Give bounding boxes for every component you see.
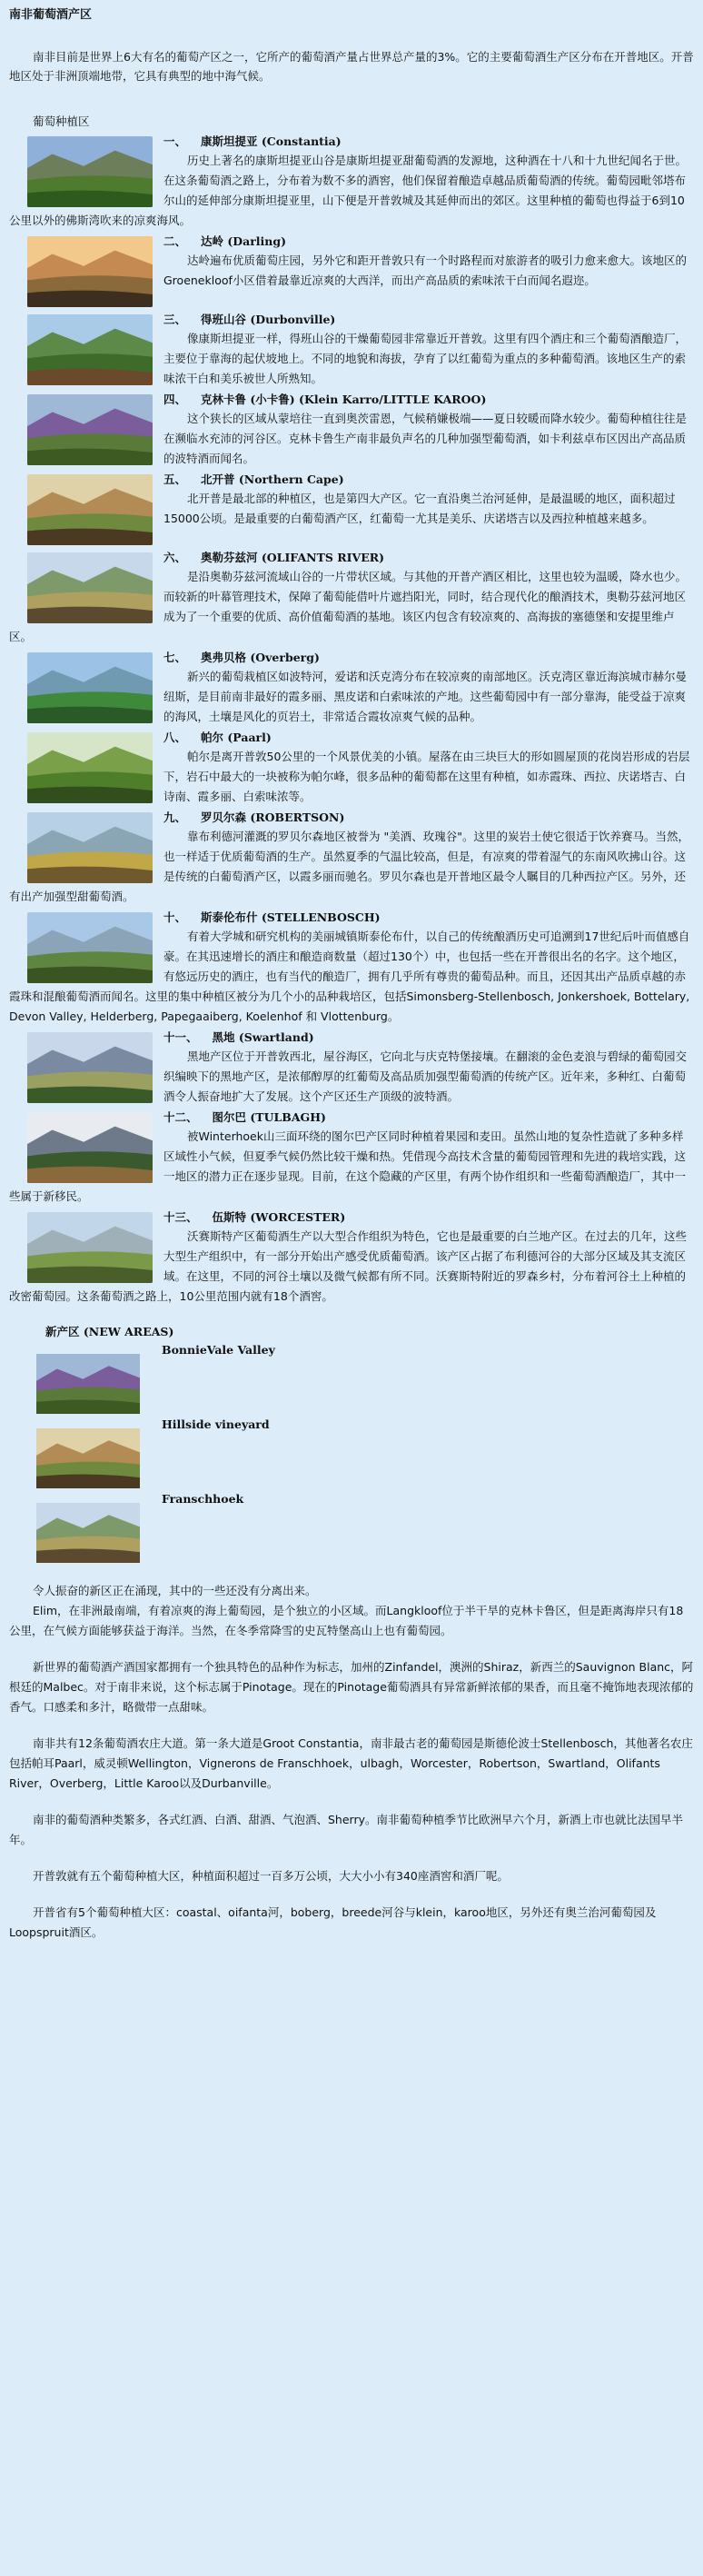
region-item <box>9 549 694 647</box>
region-description: 北开普是最北部的种植区，也是第四大产区。它一直沿奥兰治河延伸，是最温暖的地区，面积超过15000公顷。是最重要的白葡萄酒产区，红葡萄一尤其是美乐、庆诺塔吉以及西拉种植越来越多。 <box>163 492 676 525</box>
region-item <box>9 1208 694 1307</box>
region-number: 三、 <box>163 313 187 326</box>
region-name: 黑地 (Swartland) <box>212 1030 314 1044</box>
region-number: 一、 <box>163 134 187 148</box>
new-area-photo <box>36 1503 140 1563</box>
region-name: 克林卡鲁 (小卡鲁) (Klein Karro/LITTLE KAROO) <box>201 393 487 406</box>
region-item <box>9 311 694 389</box>
region-description: 达岭遍布优质葡萄庄园，另外它和距开普敦只有一个时路程而对旅游者的吸引力愈来愈大。该地区的Groenekloof小区借着最靠近凉爽的大西洋，而出产高品质的索味浓干白而闻名遐迩。 <box>163 254 688 287</box>
region-description: 黑地产区位于开普敦西北，屋谷海区，它向北与庆克特堡接壤。在翻滚的金色麦浪与碧绿的葡萄园交织编映下的黑地产区，是浓郁醇厚的红葡萄及高品质加强型葡萄酒的传统产区。近年来，多种红、白葡萄酒令人振奋地扩大了发展。这个产区还生产顶级的波特酒。 <box>163 1049 688 1103</box>
region-number: 八、 <box>163 731 187 744</box>
region-number: 六、 <box>163 551 187 564</box>
region-description: 沃赛斯特产区葡萄酒生产以大型合作组织为特色，它也是最重要的白兰地产区。在过去的几年，这些大型生产组织中，有一部分开始出产感受优质葡萄酒。该产区占据了布利德河谷的大部分区域及其支流区域。在这里，不同的河谷土壤以及微气候都有所不同。沃赛斯特附近的罗森乡村，分布着河谷土上种植的改密葡萄园。这条葡萄酒之路上，10公里范围内就有18个酒窖。 <box>9 1229 688 1303</box>
region-name: 康斯坦提亚 (Constantia) <box>201 134 342 148</box>
region-item <box>9 729 694 807</box>
region-photo <box>27 732 153 803</box>
paragraph: 南非的葡萄酒种类繁多，各式红酒、白酒、甜酒、气泡酒、Sherry。南非葡萄种植季节比欧洲早六个月，新酒上市也就比法国早半年。 <box>9 1813 684 1846</box>
region-item <box>9 233 694 309</box>
region-item <box>9 649 694 727</box>
region-name: 北开普 (Northern Cape) <box>201 472 344 486</box>
region-number: 十一、 <box>163 1030 198 1044</box>
region-number: 十二、 <box>163 1110 198 1124</box>
region-number: 九、 <box>163 811 187 824</box>
new-area-item <box>9 1490 694 1565</box>
region-photo <box>27 552 153 623</box>
intro-paragraph: 南非目前是世界上6大有名的葡萄产区之一，它所产的葡萄酒产量占世界总产量的3%。它的主要葡萄酒生产区分布在开普地区。开普地区处于非洲顶端地带，它具有典型的地中海气候。 <box>9 50 694 83</box>
region-name: 奥弗贝格 (Overberg) <box>201 651 320 664</box>
paragraph: Elim，在非洲最南端，有着凉爽的海上葡萄园，是个独立的小区域。而Langkloof位于半干旱的克林卡鲁区，但是距离海岸只有18公里，在气候方面能够获益于海洋。当然，在冬季常降雪的史瓦特堡高山上也有葡萄园。 <box>9 1604 684 1637</box>
region-name: 帕尔 (Paarl) <box>201 731 272 744</box>
page-title: 南非葡萄酒产区 <box>9 8 93 22</box>
region-description: 历史上著名的康斯坦提亚山谷是康斯坦提亚甜葡萄酒的发源地，这种酒在十八和十九世纪闻名于世。在这条葡萄酒之路上，分布着为数不多的酒窖，他们保留着酿造卓越品质葡萄酒的传统。葡萄园毗邻塔布尔山的延伸部分康斯坦提亚里，山下便是开普敦城及其延伸而出的郊区。这里种植的葡萄也得益于6到10公里以外的佛斯湾吹来的凉爽海风。 <box>9 154 688 227</box>
paragraph: 南非共有12条葡萄酒农庄大道。第一条大道是Groot Constantia，南非最古老的葡萄园是斯德伦波士Stellenbosch，其他著名农庄包括帕耳Paarl，威灵顿Wellington，Vignerons de Franschhoek，ulbagh，Worcester，Robertson，Swartland，Olifants River，Overberg，Little Karoo以及Durbanville。 <box>9 1736 693 1790</box>
region-description: 有着大学城和研究机构的美丽城镇斯泰伦布什，以自己的传统酿酒历史可追溯到17世纪后叶而值感自豪。在其迅速增长的酒庄和酿造商数量（超过130个）中，也包括一些在开普很出名的名字。这个地区，有悠远历史的酒庄，也有当代的酿造厂，拥有几乎所有尊贵的葡萄品种。而且，还因其出产品质卓越的赤霞珠和混酿葡萄酒而闻名。这里的集中种植区被分为几个小的品种栽培区，包括Simonsberg-Stellenbosch, Jonkershoek, Bottelary, Devon Valley, Helderberg, Papegaaiberg, Koelenhof 和 Vlottenburg。 <box>9 930 690 1023</box>
region-description: 被Winterhoek山三面环绕的图尔巴产区同时种植着果园和麦田。虽然山地的复杂性造就了多种多样区域性小气候，但夏季气候仍然比较干燥和热。凭借现今高技术含量的葡萄园管理和先进的栽培实践，这一地区的潜力正在逐步显现。目前，在这个隐藏的产区里，有两个协作组织和一些葡萄酒酿造厂，其中一些属于新移民。 <box>9 1129 687 1203</box>
region-name: 斯泰伦布什 (STELLENBOSCH) <box>201 910 381 924</box>
region-photo <box>27 1112 153 1183</box>
region-item <box>9 471 694 547</box>
region-description: 靠布利德河灌溉的罗贝尔森地区被誉为 "美酒、玫瑰谷"。这里的炭岩土使它很适于饮养赛马。当然，也一样适于优质葡萄酒的生产。虽然夏季的气温比较高，但是，有凉爽的带着湿气的东南风吹拂山谷。这是传统的白葡萄酒产区，以霞多丽而驰名。罗贝尔森也是开普地区最令人瞩目的几种西拉产区。另外，还有出产加强型甜葡萄酒。 <box>9 830 689 903</box>
new-areas-list <box>9 1341 694 1565</box>
paragraph: 开普省有5个葡萄种植大区：coastal、oifanta河，boberg，breede河谷与klein，karoo地区，另外还有奥兰治河葡萄园及Loopspruit酒区。 <box>9 1905 657 1939</box>
region-number: 四、 <box>163 393 187 406</box>
new-area-item <box>9 1341 694 1416</box>
paragraph: 新世界的葡萄酒产酒国家都拥有一个独具特色的品种作为标志，加州的Zinfandel，澳洲的Shiraz，新西兰的Sauvignon Blanc，阿根廷的Malbec。对于南非来说，这个标志属于Pinotage。现在的Pinotage葡萄酒具有异常新鲜浓郁的果香，而且毫不掩饰地表现浓郁的香气。口感柔和多汁，略微带一点甜味。 <box>9 1660 694 1714</box>
new-area-item <box>9 1416 694 1490</box>
region-photo <box>27 474 153 545</box>
region-number: 二、 <box>163 234 187 248</box>
new-area-photo <box>36 1428 140 1488</box>
regions-list <box>9 133 694 1307</box>
region-photo <box>27 136 153 207</box>
new-area-name: Hillside vineyard <box>162 1417 270 1431</box>
region-photo <box>27 812 153 883</box>
region-description: 像康斯坦提亚一样，得班山谷的干燥葡萄园非常靠近开普敦。这里有四个酒庄和三个葡萄酒酿造厂，主要位于靠海的起伏坡地上。不同的地貌和海拔，孕育了以红葡萄为重点的多种葡萄酒。该地区生产的索味浓干白和美乐被世人所熟知。 <box>163 332 688 385</box>
region-name: 罗贝尔森 (ROBERTSON) <box>201 811 345 824</box>
region-number: 十三、 <box>163 1210 198 1224</box>
region-item <box>9 1109 694 1207</box>
region-item <box>9 1029 694 1107</box>
new-areas-title: 新产区 (NEW AREAS) <box>45 1325 174 1338</box>
region-name: 奥勒芬兹河 (OLIFANTS RIVER) <box>201 551 385 564</box>
region-name: 伍斯特 (WORCESTER) <box>212 1210 346 1224</box>
region-number: 七、 <box>163 651 187 664</box>
new-area-name: Franschhoek <box>162 1492 244 1506</box>
region-description: 新兴的葡萄栽植区如波特河，爱诺和沃克湾分布在较凉爽的南部地区。沃克湾区靠近海滨城市赫尔曼纽斯，是目前南非最好的霞多丽、黑皮诺和白索味浓的产地。这些葡萄园中有一部分靠海，能受益于凉爽的海风，土壤是风化的页岩土，非常适合霞妆凉爽气候的品种。 <box>163 670 688 723</box>
region-item <box>9 809 694 907</box>
closing-paragraphs <box>9 1581 694 1943</box>
region-name: 得班山谷 (Durbonville) <box>201 313 336 326</box>
region-item <box>9 133 694 231</box>
region-item <box>9 391 694 469</box>
region-description: 这个狭长的区域从蒙培往一直到奥茨雷恩，气候稍嫌极端——夏日较暖而降水较少。葡萄种植往往是在濒临水充沛的河谷区。克林卡鲁生产南非最负声名的几种加强型葡萄酒，如卡利兹卓布区因出产高品质的波特酒而闻名。 <box>163 412 688 465</box>
region-photo <box>27 1212 153 1283</box>
region-photo <box>27 314 153 385</box>
region-name: 达岭 (Darling) <box>201 234 287 248</box>
region-photo <box>27 236 153 307</box>
region-number: 十、 <box>163 910 187 924</box>
region-number: 五、 <box>163 472 187 486</box>
new-area-name: BonnieVale Valley <box>162 1343 275 1357</box>
region-photo <box>27 652 153 723</box>
new-area-photo <box>36 1354 140 1414</box>
region-photo <box>27 1032 153 1103</box>
region-name: 图尔巴 (TULBAGH) <box>212 1110 326 1124</box>
region-item <box>9 909 694 1027</box>
paragraph: 令人振奋的新区正在涌现，其中的一些还没有分离出来。 <box>33 1584 317 1597</box>
region-photo <box>27 912 153 983</box>
paragraph: 开普敦就有五个葡萄种植大区，种植面积超过一百多万公顷，大大小小有340座酒窖和酒厂呢。 <box>33 1869 509 1883</box>
region-description: 是沿奥勒芬兹河流域山谷的一片带状区域。与其他的开普产酒区相比，这里也较为温暖，降水也少。而较新的叶幕管理技术，保障了葡萄能借叶片遮挡阳光，同时，结合现代化的酿酒技术，奥勒芬兹河地区成为了一个重要的优质、高价值葡萄酒的基地。该区内包含有较凉爽的、高海拔的塞德堡和安提里维卢区。 <box>9 570 688 643</box>
region-photo <box>27 394 153 465</box>
region-description: 帕尔是离开普敦50公里的一个风景优美的小镇。屋落在由三块巨大的形如圆屋顶的花岗岩形成的岩层下，岩石中最大的一块被称为帕尔峰，很多品种的葡萄都在这里有种植，如赤霞珠、西拉、庆诺塔吉、白诗南、霞多丽、白索味浓等。 <box>163 750 690 803</box>
planting-heading: 葡萄种植区 <box>33 114 90 128</box>
